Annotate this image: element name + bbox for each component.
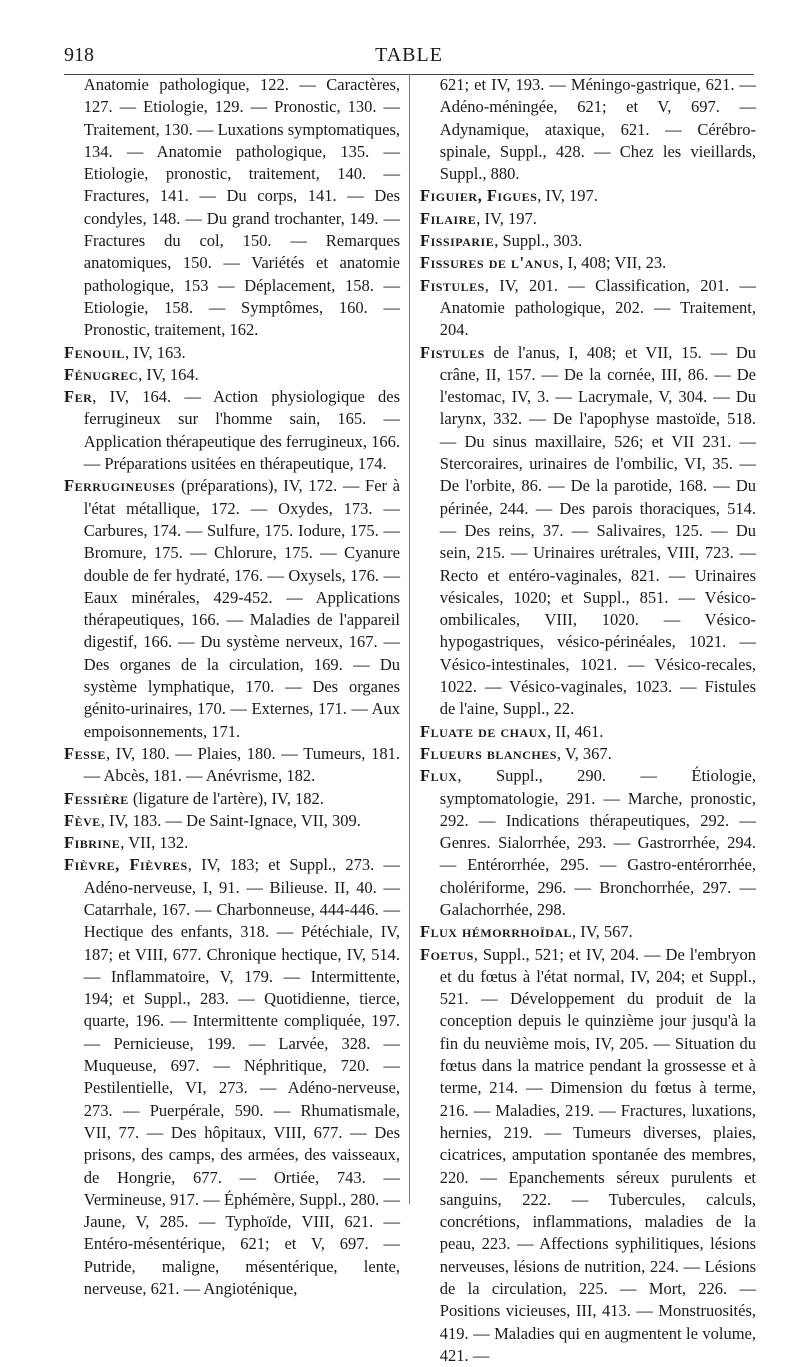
index-entry bbox=[64, 743, 400, 788]
index-entry bbox=[420, 721, 756, 743]
index-entry bbox=[64, 854, 400, 1300]
entry-headword: Fissiparie bbox=[420, 231, 495, 251]
index-entry bbox=[64, 74, 400, 342]
index-entry bbox=[420, 208, 756, 230]
entry-headword: Fessière bbox=[64, 788, 129, 808]
entry-headword: Flux bbox=[420, 766, 458, 786]
entry-text: , IV, 163. bbox=[124, 342, 186, 362]
index-entry bbox=[420, 743, 756, 765]
page-number: 918 bbox=[64, 44, 94, 66]
entry-headword: Flueurs blanches bbox=[420, 743, 557, 763]
entry-text: de l'anus, I, 408; et VII, 15. — Du crâne, II, 157. — De la cornée, III, 86. — De l'estomac, IV, 3. — Lacrymale, V, 304. — Du larynx, 332. — De l'apophyse mastoïde, 518. — Du sinus maxillaire, 526; et VII 231. — Stercoraires, urinaires de l'ombilic, VI, 35. — De l'orbite, 86. — De la parotide, 168. — Du périnée, 244. — Des parois thoraciques, 514. — Des reins, 37. — Salivaires, 125. — Du sein, 215. — Urinaires urétrales, VIII, 723. — Recto et entéro-vaginales, 821. — Urinaires vésicales, 1020; et Suppl., 851. — Vésico-ombilicales, VIII, 1020. — Vésico-hypogastriques, vésico-périnéales, 1021. — Vésico-intestinales, 1021. — Vésico-recales, 1022. — Vésico-vaginales, 1023. — Fistules de l'aine, Suppl., 22. bbox=[439, 342, 756, 719]
index-entry bbox=[420, 185, 756, 207]
index-entry bbox=[420, 342, 756, 721]
index-entry bbox=[420, 765, 756, 921]
index-entry bbox=[420, 74, 756, 185]
entry-text: 621; et IV, 193. — Méningo-gastrique, 621. — Adéno-méningée, 621; et V, 697. — Adynamique, ataxique, 621. — Cérébro-spinale, Suppl., 428. — Chez les vieillards, Suppl., 880. bbox=[439, 75, 756, 184]
entry-text: , II, 461. bbox=[546, 721, 604, 741]
index-entry bbox=[64, 810, 400, 832]
entry-text: , Suppl., 303. bbox=[494, 231, 583, 251]
index-entry bbox=[64, 386, 400, 475]
entry-text: , Suppl., 521; et IV, 204. — De l'embryon et du fœtus à l'état normal, IV, 204; et Suppl., 521. — Développement du produit de la conception depuis le quinzième jour jusqu'à la fin du neuvième mois, IV, 205. — Situation du fœtus dans la matrice pendant la grossesse et à terme, 214. — Dimension du fœtus à terme, 216. — Maladies, 219. — Fractures, luxations, hernies, 219. — Tumeurs diverses, plaies, cicatrices, amputation spontanée des membres, 220. — Epanchements séreux purulents et sanguins, 222. — Tubercules, calculs, concrétions, inflammations, maladies de la peau, 223. — Affections syphilitiques, lésions nerveuses, lésions de nutrition, 224. — Lésions de la circulation, 225. — Mort, 226. — Positions vicieuses, III, 413. — Monstruosités, 419. — Maladies qui en augmentent le volume, 421. — bbox=[439, 944, 756, 1365]
entry-headword: Flux hémorrhoïdal bbox=[420, 922, 573, 942]
index-entry bbox=[64, 832, 400, 854]
entry-text: , V, 367. bbox=[556, 743, 612, 763]
index-entry bbox=[64, 342, 400, 364]
entry-text: , IV, 197. bbox=[476, 208, 537, 228]
page-title: TABLE bbox=[375, 44, 443, 66]
entry-text: (préparations), IV, 172. — Fer à l'état métallique, 172. — Oxydes, 173. — Carbures, 174. — Sulfure, 175. Iodure, 175. — Bromure, 175. — Chlorure, 175. — Cyanure double de fer hydraté, 176. — Oxysels, 176. — Eaux minérales, 429-452. — Applications thérapeutiques, 166. — Maladies de l'appareil digestif, 166. — Du système nerveux, 167. — Des organes de la circulation, 169. — Du système lymphatique, 170. — Des organes génito-urinaires, 170. — Externes, 171. — Aux empoisonnements, 171. bbox=[83, 476, 400, 741]
entry-headword: Filaire bbox=[420, 208, 477, 228]
entry-text: , IV, 164. bbox=[138, 364, 199, 384]
index-entry bbox=[420, 252, 756, 274]
index-entry bbox=[64, 475, 400, 743]
entry-headword: Foetus bbox=[420, 944, 474, 964]
entry-headword: Fesse bbox=[64, 743, 106, 763]
entry-headword: Fénugrec bbox=[64, 364, 139, 384]
entry-headword: Fistules bbox=[420, 342, 485, 362]
entry-headword: Fenouil bbox=[64, 342, 125, 362]
entry-headword: Figuier, Figues bbox=[420, 186, 538, 206]
entry-text: , IV, 201. — Classification, 201. — Anatomie pathologique, 202. — Traitement, 204. bbox=[439, 275, 756, 340]
page-header bbox=[64, 44, 754, 72]
entry-headword: Fluate de chaux bbox=[420, 721, 547, 741]
entry-text: , IV, 183; et Suppl., 273. — Adéno-nerveuse, I, 91. — Bilieuse. II, 40. — Catarrhale, 167. — Charbonneuse, 444-446. — Hectique des enfants, 318. — Pétéchiale, IV, 187; et VIII, 677. Chronique hectique, IV, 514. — Inflammatoire, V, 179. — Intermittente, 194; et Suppl., 283. — Quotidienne, tierce, quarte, 196. — Intermittente compliquée, 197. — Pernicieuse, 199. — Larvée, 328. — Muqueuse, 697. — Néphritique, 720. — Pestilentielle, VI, 273. — Adéno-nerveuse, 273. — Puerpérale, 590. — Rhumatismale, VII, 77. — Des hôpitaux, VIII, 677. — Des prisons, des camps, des armées, des vaisseaux, de Hongrie, 677. — Ortiée, 743. — Vermineuse, 917. — Éphémère, Suppl., 280. — Jaune, V, 285. — Typhoïde, VIII, 621. — Entéro-mésentérique, 621; et V, 697. — Putride, maligne, mésentérique, lente, nerveuse, 621. — Angioténique, bbox=[83, 855, 400, 1299]
index-entry bbox=[64, 364, 400, 386]
entry-text: , Suppl., 290. — Étiologie, symptomatologie, 291. — Marche, pronostic, 292. — Indications thérapeutiques, 292. — Genres. Sialorrhée, 293. — Gastrorrhée, 294. — Entérorrhée, 295. — Gastro-entérorrhée, cholériforme, 296. — Bronchorrhée, 297. — Galachorrhée, 298. bbox=[439, 766, 756, 919]
entry-headword: Ferrugineuses bbox=[64, 476, 176, 496]
index-entry bbox=[420, 275, 756, 342]
index-entry bbox=[420, 944, 756, 1367]
entry-headword: Fistules bbox=[420, 275, 485, 295]
entry-text: , IV, 197. bbox=[537, 186, 598, 206]
entry-headword: Fève bbox=[64, 810, 101, 830]
index-entry bbox=[64, 788, 400, 810]
entry-text: (ligature de l'artère), IV, 182. bbox=[128, 788, 324, 808]
entry-text: , IV, 183. — De Saint-Ignace, VII, 309. bbox=[100, 810, 361, 830]
entry-headword: Fer bbox=[64, 387, 93, 407]
index-entry bbox=[420, 921, 756, 943]
entry-headword: Fissures de l'anus bbox=[420, 253, 560, 273]
entry-text: , IV, 180. — Plaies, 180. — Tumeurs, 181. — Abcès, 181. — Anévrisme, 182. bbox=[83, 743, 400, 786]
entry-headword: Fibrine bbox=[64, 833, 121, 853]
column-divider bbox=[409, 74, 410, 1204]
entry-text: , I, 408; VII, 23. bbox=[559, 253, 667, 273]
entry-text: , IV, 164. — Action physiologique des ferrugineux sur l'homme sain, 165. — Application thérapeutique des ferrugineux, 166. — Préparations usitées en thérapeutique, 174. bbox=[83, 387, 400, 474]
entry-text: , VII, 132. bbox=[120, 833, 189, 853]
entry-text: , IV, 567. bbox=[572, 922, 633, 942]
left-column bbox=[64, 74, 400, 1300]
entry-headword: Fièvre, Fièvres bbox=[64, 855, 188, 875]
right-column bbox=[420, 74, 756, 1367]
index-entry bbox=[420, 230, 756, 252]
entry-text: Anatomie pathologique, 122. — Caractères, 127. — Etiologie, 129. — Pronostic, 130. — Traitement, 130. — Luxations symptomatiques, 134. — Anatomie pathologique, 135. — Etiologie, pronostic, traitement, 140. — Fractures, 141. — Du corps, 141. — Des condyles, 148. — Du grand trochanter, 149. — Fractures du col, 150. — Remarques anatomiques, 150. — Variétés et anatomie pathologique, 153 — Déplacement, 158. — Etiologie, 158. — Symptômes, 160. — Pronostic, traitement, 162. bbox=[83, 75, 400, 340]
